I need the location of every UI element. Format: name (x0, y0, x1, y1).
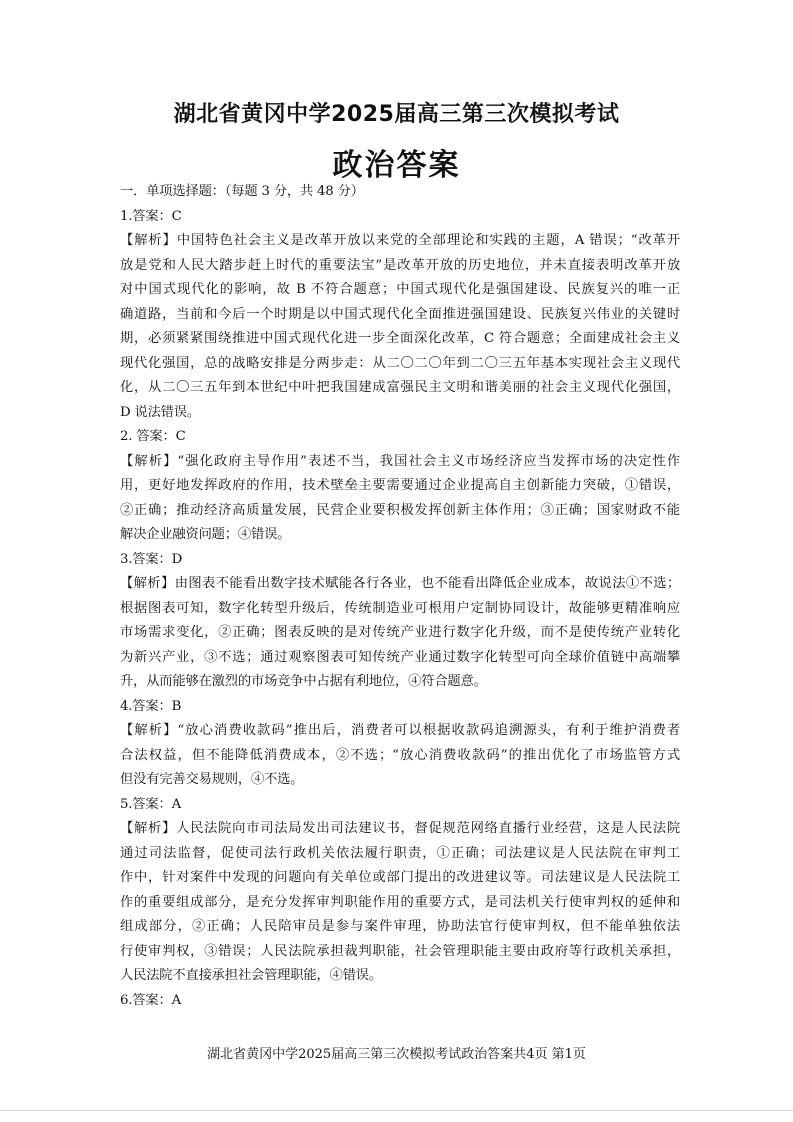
analysis-1-line: 放是党和人民大踏步赶上时代的重要法宝”是改革开放的历史地位，并未直接表明改革开放 (120, 257, 680, 273)
analysis-3-line: 根据图表可知，数字化转型升级后，传统制造业可根用户定制协同设计，故能够更精准响应 (120, 600, 680, 616)
page-bottom-rule (0, 1110, 793, 1111)
analysis-2-line: 【解析】“强化政府主导作用”表述不当，我国社会主义市场经济应当发挥市场的决定性作 (120, 453, 680, 469)
analysis-3-line: 市场需求变化，②正确；图表反映的是对传统产业进行数字化升级，而不是使传统产业转化 (120, 625, 680, 640)
analysis-4-line: 但没有完善交易规则，④不选。 (120, 772, 304, 787)
analysis-2-line: 解决企业融资问题；④错误。 (120, 527, 291, 542)
analysis-5-line: 人民法院不直接承担社会管理职能，④错误。 (120, 968, 382, 983)
analysis-1-line: 对中国式现代化的影响，故 B 不符合题意；中国式现代化是强国建设、民族复兴的唯一正 (120, 282, 680, 297)
answer-heading-6: 6.答案：A (120, 992, 181, 1008)
answer-heading-5: 5.答案：A (120, 796, 181, 812)
analysis-2-line: 用，更好地发挥政府的作用，技术壁垒主要需要通过企业提高自主创新能力突破，①错误， (120, 478, 680, 493)
document-subtitle: 政治答案 (332, 148, 461, 183)
analysis-5-line: 行使审判权，③错误；人民法院承担裁判职能，社会管理职能主要由政府等行政机关承担， (120, 943, 680, 959)
analysis-5-line: 【解析】人民法院向市司法局发出司法建议书，督促规范网络直播行业经营，这是人民法院 (120, 821, 680, 836)
analysis-5-line: 作中，针对案件中发现的问题向有关单位或部门提出的改进建议等。司法建议是人民法院工 (120, 870, 680, 885)
answer-heading-1: 1.答案：C (120, 208, 182, 224)
analysis-1-line: 【解析】中国特色社会主义是改革开放以来党的全部理论和实践的主题，A 错误；“改革开 (120, 233, 680, 248)
answer-heading-4: 4.答案：B (120, 698, 182, 714)
analysis-3-line: 为新兴产业，③不选；通过观察图表可知传统产业通过数字化转型可向全球价值链中高端攀 (120, 649, 680, 665)
analysis-1-line: D 说法错误。 (120, 404, 200, 420)
answer-body (120, 180, 680, 1013)
analysis-4-line: 【解析】“放心消费收款码”推出后，消费者可以根据收款码追溯源头，有利于维护消费者 (120, 723, 680, 738)
page-footer: 湖北省黄冈中学2025届高三第三次模拟考试政治答案共4页 第1页 (207, 1047, 586, 1062)
analysis-5-line: 通过司法监督，促使司法行政机关依法履行职责，①正确；司法建议是人民法院在审判工 (120, 845, 680, 861)
analysis-5-line: 作的重要组成部分，是充分发挥审判职能作用的重要方式，是司法机关行使审判权的延伸和 (120, 894, 680, 910)
analysis-1-line: 期，必须紧紧围绕推进中国式现代化进一步全面深化改革，C 符合题意；全面建成社会主义 (120, 331, 680, 346)
analysis-4-line: 合法权益，但不能降低消费成本，②不选；“放心消费收款码”的推出优化了市场监管方式 (120, 747, 680, 763)
analysis-1-line: 确道路，当前和今后一个时期是以中国式现代化全面推进强国建设、民族复兴伟业的关键时 (120, 306, 680, 322)
answer-heading-3: 3.答案：D (120, 551, 183, 567)
analysis-5-line: 组成部分，②正确；人民陪审员是参与案件审理，协助法官行使审判权，但不能单独依法 (120, 919, 680, 934)
analysis-3-line: 升，从而能够在激烈的市场竞争中占据有利地位，④符合题意。 (120, 674, 487, 689)
analysis-3-line: 【解析】由图表不能看出数字技术赋能各行各业，也不能看出降低企业成本，故说法①不选； (120, 576, 680, 591)
answer-heading-2: 2. 答案：C (120, 429, 186, 444)
document-title: 湖北省黄冈中学2025届高三第三次模拟考试 (173, 102, 620, 127)
analysis-2-line: ②正确；推动经济高质量发展，民营企业要积极发挥创新主体作用；③正确；国家财政不能 (120, 502, 680, 518)
analysis-1-line: 现代化强国，总的战略安排是分两步走：从二〇二〇年到二〇三五年基本实现社会主义现代 (120, 355, 680, 371)
analysis-1-line: 化，从二〇三五年到本世纪中叶把我国建成富强民主文明和谐美丽的社会主义现代化强国， (120, 380, 680, 395)
section-heading: 一．单项选择题：（每题 3 分，共 48 分） (120, 184, 364, 199)
